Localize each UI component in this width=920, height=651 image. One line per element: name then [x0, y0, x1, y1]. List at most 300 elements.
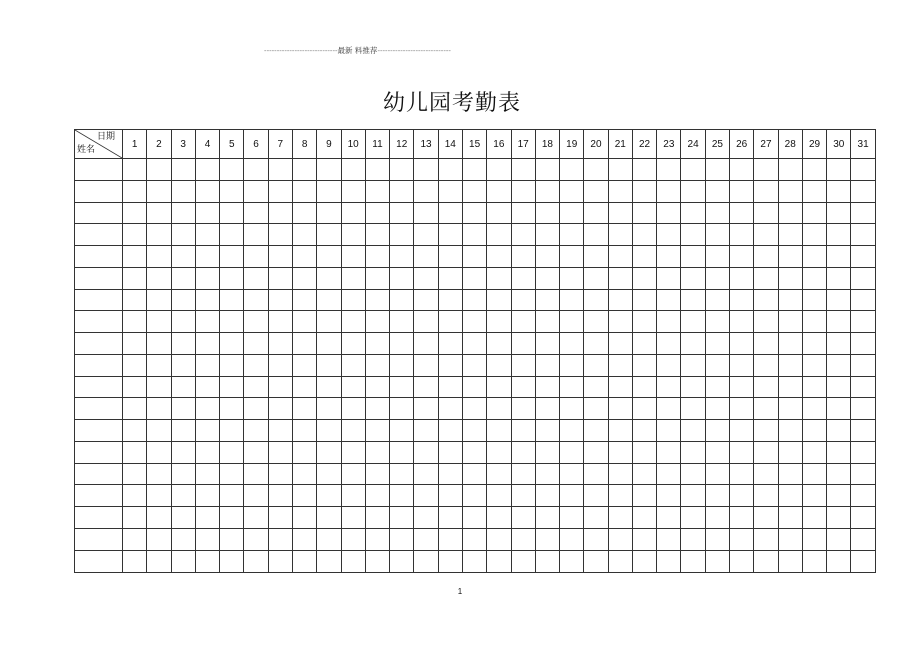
- attendance-cell[interactable]: [123, 202, 147, 224]
- attendance-cell[interactable]: [730, 202, 754, 224]
- attendance-cell[interactable]: [414, 354, 438, 376]
- attendance-cell[interactable]: [560, 333, 584, 355]
- attendance-cell[interactable]: [390, 333, 414, 355]
- attendance-cell[interactable]: [341, 202, 365, 224]
- attendance-cell[interactable]: [390, 267, 414, 289]
- attendance-cell[interactable]: [632, 224, 656, 246]
- attendance-cell[interactable]: [657, 550, 681, 572]
- attendance-cell[interactable]: [584, 333, 608, 355]
- attendance-cell[interactable]: [535, 420, 559, 442]
- attendance-cell[interactable]: [390, 550, 414, 572]
- attendance-cell[interactable]: [584, 485, 608, 507]
- attendance-cell[interactable]: [390, 485, 414, 507]
- attendance-cell[interactable]: [681, 311, 705, 333]
- attendance-cell[interactable]: [754, 311, 778, 333]
- attendance-cell[interactable]: [827, 202, 851, 224]
- attendance-cell[interactable]: [778, 463, 802, 485]
- attendance-cell[interactable]: [584, 420, 608, 442]
- attendance-cell[interactable]: [754, 202, 778, 224]
- name-cell[interactable]: [75, 420, 123, 442]
- attendance-cell[interactable]: [462, 398, 486, 420]
- attendance-cell[interactable]: [268, 202, 292, 224]
- attendance-cell[interactable]: [438, 376, 462, 398]
- attendance-cell[interactable]: [171, 463, 195, 485]
- attendance-cell[interactable]: [147, 420, 171, 442]
- attendance-cell[interactable]: [390, 159, 414, 181]
- attendance-cell[interactable]: [632, 485, 656, 507]
- attendance-cell[interactable]: [414, 398, 438, 420]
- attendance-cell[interactable]: [123, 463, 147, 485]
- attendance-cell[interactable]: [414, 376, 438, 398]
- attendance-cell[interactable]: [560, 376, 584, 398]
- attendance-cell[interactable]: [438, 441, 462, 463]
- attendance-cell[interactable]: [317, 267, 341, 289]
- attendance-cell[interactable]: [730, 529, 754, 551]
- attendance-cell[interactable]: [365, 180, 389, 202]
- attendance-cell[interactable]: [802, 507, 826, 529]
- attendance-cell[interactable]: [438, 159, 462, 181]
- attendance-cell[interactable]: [535, 159, 559, 181]
- attendance-cell[interactable]: [220, 463, 244, 485]
- attendance-cell[interactable]: [462, 289, 486, 311]
- attendance-cell[interactable]: [584, 376, 608, 398]
- attendance-cell[interactable]: [657, 246, 681, 268]
- attendance-cell[interactable]: [730, 159, 754, 181]
- attendance-cell[interactable]: [802, 289, 826, 311]
- attendance-cell[interactable]: [584, 398, 608, 420]
- attendance-cell[interactable]: [584, 246, 608, 268]
- attendance-cell[interactable]: [754, 180, 778, 202]
- attendance-cell[interactable]: [195, 224, 219, 246]
- attendance-cell[interactable]: [317, 333, 341, 355]
- name-cell[interactable]: [75, 224, 123, 246]
- attendance-cell[interactable]: [608, 463, 632, 485]
- attendance-cell[interactable]: [560, 202, 584, 224]
- attendance-cell[interactable]: [171, 224, 195, 246]
- attendance-cell[interactable]: [487, 354, 511, 376]
- attendance-cell[interactable]: [365, 485, 389, 507]
- attendance-cell[interactable]: [487, 420, 511, 442]
- attendance-cell[interactable]: [511, 507, 535, 529]
- attendance-cell[interactable]: [414, 159, 438, 181]
- attendance-cell[interactable]: [171, 289, 195, 311]
- attendance-cell[interactable]: [292, 354, 316, 376]
- attendance-cell[interactable]: [171, 267, 195, 289]
- attendance-cell[interactable]: [195, 398, 219, 420]
- attendance-cell[interactable]: [851, 224, 875, 246]
- attendance-cell[interactable]: [341, 311, 365, 333]
- attendance-cell[interactable]: [341, 224, 365, 246]
- attendance-cell[interactable]: [681, 420, 705, 442]
- attendance-cell[interactable]: [535, 180, 559, 202]
- attendance-cell[interactable]: [438, 246, 462, 268]
- attendance-cell[interactable]: [414, 224, 438, 246]
- attendance-cell[interactable]: [220, 441, 244, 463]
- attendance-cell[interactable]: [341, 354, 365, 376]
- attendance-cell[interactable]: [390, 441, 414, 463]
- attendance-cell[interactable]: [244, 485, 268, 507]
- attendance-cell[interactable]: [244, 354, 268, 376]
- attendance-cell[interactable]: [220, 246, 244, 268]
- attendance-cell[interactable]: [317, 159, 341, 181]
- attendance-cell[interactable]: [681, 180, 705, 202]
- attendance-cell[interactable]: [730, 246, 754, 268]
- attendance-cell[interactable]: [147, 202, 171, 224]
- attendance-cell[interactable]: [123, 376, 147, 398]
- attendance-cell[interactable]: [535, 202, 559, 224]
- attendance-cell[interactable]: [681, 463, 705, 485]
- attendance-cell[interactable]: [608, 507, 632, 529]
- attendance-cell[interactable]: [778, 376, 802, 398]
- attendance-cell[interactable]: [802, 333, 826, 355]
- attendance-cell[interactable]: [438, 333, 462, 355]
- attendance-cell[interactable]: [560, 267, 584, 289]
- attendance-cell[interactable]: [511, 289, 535, 311]
- attendance-cell[interactable]: [462, 376, 486, 398]
- attendance-cell[interactable]: [827, 267, 851, 289]
- attendance-cell[interactable]: [341, 550, 365, 572]
- attendance-cell[interactable]: [171, 246, 195, 268]
- attendance-cell[interactable]: [147, 246, 171, 268]
- attendance-cell[interactable]: [754, 441, 778, 463]
- attendance-cell[interactable]: [341, 159, 365, 181]
- attendance-cell[interactable]: [123, 354, 147, 376]
- attendance-cell[interactable]: [778, 246, 802, 268]
- attendance-cell[interactable]: [754, 246, 778, 268]
- attendance-cell[interactable]: [390, 420, 414, 442]
- attendance-cell[interactable]: [220, 267, 244, 289]
- name-cell[interactable]: [75, 333, 123, 355]
- attendance-cell[interactable]: [462, 550, 486, 572]
- attendance-cell[interactable]: [195, 463, 219, 485]
- attendance-cell[interactable]: [608, 246, 632, 268]
- attendance-cell[interactable]: [414, 463, 438, 485]
- attendance-cell[interactable]: [802, 550, 826, 572]
- attendance-cell[interactable]: [511, 224, 535, 246]
- attendance-cell[interactable]: [220, 289, 244, 311]
- attendance-cell[interactable]: [851, 246, 875, 268]
- attendance-cell[interactable]: [730, 420, 754, 442]
- attendance-cell[interactable]: [681, 289, 705, 311]
- attendance-cell[interactable]: [802, 354, 826, 376]
- attendance-cell[interactable]: [365, 376, 389, 398]
- attendance-cell[interactable]: [268, 333, 292, 355]
- attendance-cell[interactable]: [220, 529, 244, 551]
- attendance-cell[interactable]: [414, 441, 438, 463]
- attendance-cell[interactable]: [220, 354, 244, 376]
- attendance-cell[interactable]: [147, 311, 171, 333]
- attendance-cell[interactable]: [147, 463, 171, 485]
- attendance-cell[interactable]: [220, 507, 244, 529]
- attendance-cell[interactable]: [632, 507, 656, 529]
- attendance-cell[interactable]: [292, 159, 316, 181]
- attendance-cell[interactable]: [123, 529, 147, 551]
- attendance-cell[interactable]: [778, 550, 802, 572]
- attendance-cell[interactable]: [292, 246, 316, 268]
- attendance-cell[interactable]: [705, 441, 729, 463]
- attendance-cell[interactable]: [365, 354, 389, 376]
- attendance-cell[interactable]: [487, 180, 511, 202]
- attendance-cell[interactable]: [317, 485, 341, 507]
- attendance-cell[interactable]: [778, 354, 802, 376]
- attendance-cell[interactable]: [754, 398, 778, 420]
- attendance-cell[interactable]: [244, 224, 268, 246]
- attendance-cell[interactable]: [608, 180, 632, 202]
- attendance-cell[interactable]: [171, 311, 195, 333]
- attendance-cell[interactable]: [827, 376, 851, 398]
- attendance-cell[interactable]: [365, 246, 389, 268]
- attendance-cell[interactable]: [560, 420, 584, 442]
- attendance-cell[interactable]: [827, 441, 851, 463]
- attendance-cell[interactable]: [535, 376, 559, 398]
- attendance-cell[interactable]: [341, 529, 365, 551]
- attendance-cell[interactable]: [171, 333, 195, 355]
- attendance-cell[interactable]: [705, 485, 729, 507]
- attendance-cell[interactable]: [657, 507, 681, 529]
- attendance-cell[interactable]: [705, 507, 729, 529]
- attendance-cell[interactable]: [560, 485, 584, 507]
- attendance-cell[interactable]: [244, 267, 268, 289]
- attendance-cell[interactable]: [462, 441, 486, 463]
- attendance-cell[interactable]: [705, 246, 729, 268]
- attendance-cell[interactable]: [827, 333, 851, 355]
- attendance-cell[interactable]: [220, 398, 244, 420]
- attendance-cell[interactable]: [584, 463, 608, 485]
- attendance-cell[interactable]: [657, 311, 681, 333]
- attendance-cell[interactable]: [778, 441, 802, 463]
- attendance-cell[interactable]: [632, 529, 656, 551]
- attendance-cell[interactable]: [657, 463, 681, 485]
- attendance-cell[interactable]: [705, 354, 729, 376]
- name-cell[interactable]: [75, 289, 123, 311]
- attendance-cell[interactable]: [220, 376, 244, 398]
- attendance-cell[interactable]: [632, 333, 656, 355]
- attendance-cell[interactable]: [851, 311, 875, 333]
- attendance-cell[interactable]: [511, 159, 535, 181]
- attendance-cell[interactable]: [802, 398, 826, 420]
- attendance-cell[interactable]: [705, 376, 729, 398]
- attendance-cell[interactable]: [268, 398, 292, 420]
- name-cell[interactable]: [75, 529, 123, 551]
- attendance-cell[interactable]: [147, 354, 171, 376]
- attendance-cell[interactable]: [851, 180, 875, 202]
- attendance-cell[interactable]: [292, 485, 316, 507]
- attendance-cell[interactable]: [220, 159, 244, 181]
- attendance-cell[interactable]: [462, 463, 486, 485]
- attendance-cell[interactable]: [584, 507, 608, 529]
- attendance-cell[interactable]: [244, 376, 268, 398]
- attendance-cell[interactable]: [414, 180, 438, 202]
- attendance-cell[interactable]: [438, 180, 462, 202]
- attendance-cell[interactable]: [195, 246, 219, 268]
- attendance-cell[interactable]: [438, 354, 462, 376]
- attendance-cell[interactable]: [632, 289, 656, 311]
- attendance-cell[interactable]: [123, 441, 147, 463]
- attendance-cell[interactable]: [511, 180, 535, 202]
- attendance-cell[interactable]: [462, 507, 486, 529]
- attendance-cell[interactable]: [560, 311, 584, 333]
- attendance-cell[interactable]: [365, 289, 389, 311]
- attendance-cell[interactable]: [147, 180, 171, 202]
- attendance-cell[interactable]: [608, 267, 632, 289]
- attendance-cell[interactable]: [511, 202, 535, 224]
- attendance-cell[interactable]: [171, 398, 195, 420]
- attendance-cell[interactable]: [487, 311, 511, 333]
- attendance-cell[interactable]: [851, 507, 875, 529]
- attendance-cell[interactable]: [462, 159, 486, 181]
- attendance-cell[interactable]: [365, 463, 389, 485]
- attendance-cell[interactable]: [608, 311, 632, 333]
- attendance-cell[interactable]: [705, 333, 729, 355]
- attendance-cell[interactable]: [802, 159, 826, 181]
- attendance-cell[interactable]: [171, 529, 195, 551]
- attendance-cell[interactable]: [632, 376, 656, 398]
- attendance-cell[interactable]: [657, 180, 681, 202]
- attendance-cell[interactable]: [123, 159, 147, 181]
- attendance-cell[interactable]: [365, 529, 389, 551]
- attendance-cell[interactable]: [292, 507, 316, 529]
- attendance-cell[interactable]: [778, 202, 802, 224]
- attendance-cell[interactable]: [365, 420, 389, 442]
- attendance-cell[interactable]: [317, 289, 341, 311]
- attendance-cell[interactable]: [244, 463, 268, 485]
- attendance-cell[interactable]: [462, 420, 486, 442]
- attendance-cell[interactable]: [681, 202, 705, 224]
- attendance-cell[interactable]: [608, 354, 632, 376]
- attendance-cell[interactable]: [584, 441, 608, 463]
- attendance-cell[interactable]: [657, 267, 681, 289]
- attendance-cell[interactable]: [511, 246, 535, 268]
- attendance-cell[interactable]: [414, 420, 438, 442]
- attendance-cell[interactable]: [147, 485, 171, 507]
- attendance-cell[interactable]: [705, 159, 729, 181]
- attendance-cell[interactable]: [268, 463, 292, 485]
- attendance-cell[interactable]: [778, 485, 802, 507]
- attendance-cell[interactable]: [778, 224, 802, 246]
- attendance-cell[interactable]: [705, 180, 729, 202]
- attendance-cell[interactable]: [778, 333, 802, 355]
- attendance-cell[interactable]: [341, 289, 365, 311]
- attendance-cell[interactable]: [657, 333, 681, 355]
- attendance-cell[interactable]: [171, 376, 195, 398]
- attendance-cell[interactable]: [632, 180, 656, 202]
- attendance-cell[interactable]: [365, 441, 389, 463]
- attendance-cell[interactable]: [827, 463, 851, 485]
- attendance-cell[interactable]: [123, 507, 147, 529]
- attendance-cell[interactable]: [827, 398, 851, 420]
- attendance-cell[interactable]: [487, 333, 511, 355]
- name-cell[interactable]: [75, 463, 123, 485]
- attendance-cell[interactable]: [681, 333, 705, 355]
- attendance-cell[interactable]: [244, 333, 268, 355]
- attendance-cell[interactable]: [414, 507, 438, 529]
- attendance-cell[interactable]: [657, 376, 681, 398]
- attendance-cell[interactable]: [317, 354, 341, 376]
- attendance-cell[interactable]: [341, 485, 365, 507]
- attendance-cell[interactable]: [730, 267, 754, 289]
- attendance-cell[interactable]: [462, 180, 486, 202]
- attendance-cell[interactable]: [657, 289, 681, 311]
- attendance-cell[interactable]: [195, 529, 219, 551]
- attendance-cell[interactable]: [827, 507, 851, 529]
- attendance-cell[interactable]: [754, 159, 778, 181]
- attendance-cell[interactable]: [244, 529, 268, 551]
- attendance-cell[interactable]: [730, 485, 754, 507]
- attendance-cell[interactable]: [195, 441, 219, 463]
- attendance-cell[interactable]: [851, 463, 875, 485]
- attendance-cell[interactable]: [244, 441, 268, 463]
- attendance-cell[interactable]: [462, 485, 486, 507]
- attendance-cell[interactable]: [487, 202, 511, 224]
- attendance-cell[interactable]: [341, 267, 365, 289]
- attendance-cell[interactable]: [341, 398, 365, 420]
- attendance-cell[interactable]: [365, 311, 389, 333]
- attendance-cell[interactable]: [681, 441, 705, 463]
- attendance-cell[interactable]: [220, 180, 244, 202]
- attendance-cell[interactable]: [487, 289, 511, 311]
- attendance-cell[interactable]: [827, 224, 851, 246]
- attendance-cell[interactable]: [535, 246, 559, 268]
- attendance-cell[interactable]: [220, 224, 244, 246]
- attendance-cell[interactable]: [681, 529, 705, 551]
- attendance-cell[interactable]: [123, 333, 147, 355]
- attendance-cell[interactable]: [438, 420, 462, 442]
- attendance-cell[interactable]: [754, 485, 778, 507]
- attendance-cell[interactable]: [705, 420, 729, 442]
- attendance-cell[interactable]: [123, 485, 147, 507]
- attendance-cell[interactable]: [268, 224, 292, 246]
- attendance-cell[interactable]: [220, 311, 244, 333]
- attendance-cell[interactable]: [292, 333, 316, 355]
- attendance-cell[interactable]: [438, 529, 462, 551]
- attendance-cell[interactable]: [608, 420, 632, 442]
- attendance-cell[interactable]: [292, 529, 316, 551]
- attendance-cell[interactable]: [390, 224, 414, 246]
- attendance-cell[interactable]: [827, 354, 851, 376]
- attendance-cell[interactable]: [657, 202, 681, 224]
- attendance-cell[interactable]: [317, 398, 341, 420]
- attendance-cell[interactable]: [390, 311, 414, 333]
- attendance-cell[interactable]: [244, 311, 268, 333]
- attendance-cell[interactable]: [657, 398, 681, 420]
- attendance-cell[interactable]: [268, 311, 292, 333]
- attendance-cell[interactable]: [657, 224, 681, 246]
- attendance-cell[interactable]: [171, 550, 195, 572]
- attendance-cell[interactable]: [560, 529, 584, 551]
- attendance-cell[interactable]: [195, 376, 219, 398]
- attendance-cell[interactable]: [681, 246, 705, 268]
- attendance-cell[interactable]: [754, 529, 778, 551]
- attendance-cell[interactable]: [827, 289, 851, 311]
- attendance-cell[interactable]: [535, 267, 559, 289]
- attendance-cell[interactable]: [244, 289, 268, 311]
- attendance-cell[interactable]: [705, 311, 729, 333]
- attendance-cell[interactable]: [827, 529, 851, 551]
- attendance-cell[interactable]: [414, 550, 438, 572]
- attendance-cell[interactable]: [292, 267, 316, 289]
- attendance-cell[interactable]: [657, 529, 681, 551]
- attendance-cell[interactable]: [608, 333, 632, 355]
- attendance-cell[interactable]: [220, 550, 244, 572]
- attendance-cell[interactable]: [851, 485, 875, 507]
- attendance-cell[interactable]: [365, 159, 389, 181]
- attendance-cell[interactable]: [195, 550, 219, 572]
- attendance-cell[interactable]: [268, 159, 292, 181]
- attendance-cell[interactable]: [317, 420, 341, 442]
- attendance-cell[interactable]: [802, 224, 826, 246]
- attendance-cell[interactable]: [851, 159, 875, 181]
- attendance-cell[interactable]: [778, 529, 802, 551]
